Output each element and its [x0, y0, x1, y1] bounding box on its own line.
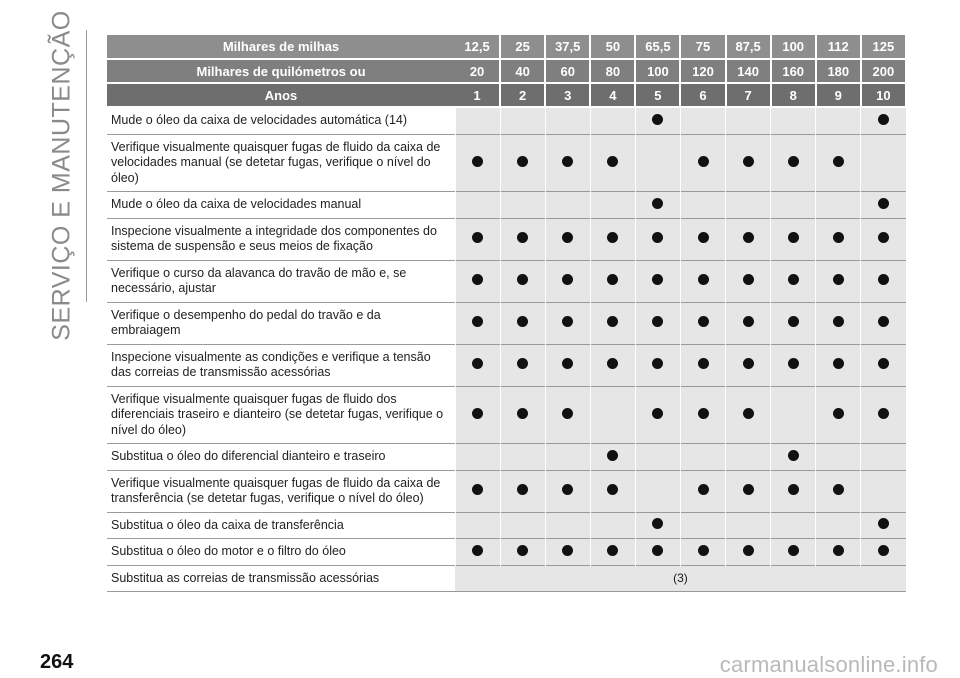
- interval-cell: [816, 444, 861, 471]
- header-interval-value: 3: [545, 83, 590, 107]
- interval-cell: [455, 260, 500, 302]
- required-dot-icon: [562, 274, 573, 285]
- required-dot-icon: [788, 545, 799, 556]
- required-dot-icon: [607, 545, 618, 556]
- interval-cell: [680, 444, 725, 471]
- header-label: Anos: [107, 83, 455, 107]
- required-dot-icon: [472, 545, 483, 556]
- interval-cell: [816, 470, 861, 512]
- required-dot-icon: [788, 316, 799, 327]
- header-interval-value: 25: [500, 35, 545, 59]
- header-interval-value: 200: [861, 59, 906, 83]
- interval-cell: [726, 344, 771, 386]
- schedule-row: [107, 218, 906, 260]
- required-dot-icon: [517, 274, 528, 285]
- interval-cell: [455, 386, 500, 444]
- header-interval-value: 20: [455, 59, 500, 83]
- required-dot-icon: [562, 484, 573, 495]
- interval-cell: [455, 302, 500, 344]
- interval-cell: [771, 260, 816, 302]
- header-interval-value: 5: [635, 83, 680, 107]
- interval-cell: [816, 512, 861, 539]
- section-side-title-text: SERVIÇO E MANUTENÇÃO: [47, 9, 76, 341]
- interval-cell: [545, 134, 590, 192]
- required-dot-icon: [517, 232, 528, 243]
- page-number: 264: [40, 651, 74, 673]
- interval-cell: [590, 302, 635, 344]
- interval-cell: [771, 134, 816, 192]
- header-interval-value: 60: [545, 59, 590, 83]
- operation-description: Substitua o óleo do motor e o filtro do óleo: [111, 544, 346, 558]
- interval-cell: [545, 192, 590, 219]
- required-dot-icon: [878, 358, 889, 369]
- interval-cell: [771, 344, 816, 386]
- required-dot-icon: [517, 316, 528, 327]
- required-dot-icon: [833, 156, 844, 167]
- header-interval-value: 125: [861, 35, 906, 59]
- operation-description: Inspecione visualmente a integridade dos componentes do sistema de suspensão e seus meios de fixação: [111, 223, 437, 253]
- required-dot-icon: [788, 156, 799, 167]
- header-row: [107, 83, 906, 107]
- interval-cell: [816, 192, 861, 219]
- interval-cell: [816, 386, 861, 444]
- interval-cell: [590, 539, 635, 566]
- required-dot-icon: [698, 274, 709, 285]
- interval-cell: [500, 344, 545, 386]
- operation-description: Substitua as correias de transmissão acessórias: [111, 570, 380, 585]
- interval-cell: [771, 444, 816, 471]
- interval-cell: [680, 134, 725, 192]
- interval-cell: [590, 444, 635, 471]
- interval-cell: [590, 134, 635, 192]
- header-interval-value: 112: [816, 35, 861, 59]
- required-dot-icon: [607, 484, 618, 495]
- required-dot-icon: [833, 408, 844, 419]
- operation-description: Verifique visualmente quaisquer fugas de fluido da caixa de velocidades manual (se detetar fugas, verifique o nível do óleo): [111, 139, 441, 185]
- required-dot-icon: [833, 316, 844, 327]
- header-interval-value: 4: [590, 83, 635, 107]
- header-interval-value: 80: [590, 59, 635, 83]
- interval-cell: [771, 470, 816, 512]
- schedule-body: [107, 107, 906, 592]
- required-dot-icon: [743, 274, 754, 285]
- interval-cell: [635, 302, 680, 344]
- watermark: carmanualsonline.info: [719, 652, 938, 677]
- header-interval-value: 160: [771, 59, 816, 83]
- required-dot-icon: [698, 484, 709, 495]
- interval-cell: [771, 512, 816, 539]
- required-dot-icon: [472, 484, 483, 495]
- required-dot-icon: [878, 545, 889, 556]
- required-dot-icon: [788, 274, 799, 285]
- interval-cell: [861, 539, 906, 566]
- required-dot-icon: [743, 232, 754, 243]
- interval-cell: [861, 218, 906, 260]
- interval-cell: [816, 218, 861, 260]
- required-dot-icon: [743, 408, 754, 419]
- footnote-reference: (3): [455, 565, 906, 592]
- interval-cell: [455, 444, 500, 471]
- header-interval-value: 6: [680, 83, 725, 107]
- header-interval-value: 140: [726, 59, 771, 83]
- required-dot-icon: [562, 408, 573, 419]
- interval-cell: [500, 302, 545, 344]
- required-dot-icon: [788, 232, 799, 243]
- required-dot-icon: [698, 545, 709, 556]
- interval-cell: [726, 260, 771, 302]
- required-dot-icon: [652, 545, 663, 556]
- required-dot-icon: [878, 274, 889, 285]
- header-interval-value: 50: [590, 35, 635, 59]
- required-dot-icon: [472, 358, 483, 369]
- interval-cell: [680, 192, 725, 219]
- header-interval-value: 1: [455, 83, 500, 107]
- interval-cell: [771, 192, 816, 219]
- interval-cell: [861, 444, 906, 471]
- required-dot-icon: [607, 274, 618, 285]
- interval-cell: [861, 344, 906, 386]
- interval-cell: [590, 470, 635, 512]
- side-divider: [86, 30, 87, 302]
- interval-cell: [861, 302, 906, 344]
- required-dot-icon: [517, 408, 528, 419]
- header-interval-value: 65,5: [635, 35, 680, 59]
- interval-cell: [545, 302, 590, 344]
- interval-cell: [590, 512, 635, 539]
- schedule-row: [107, 107, 906, 134]
- header-interval-value: 7: [726, 83, 771, 107]
- interval-cell: [455, 512, 500, 539]
- interval-cell: [500, 444, 545, 471]
- interval-cell: [680, 512, 725, 539]
- schedule-header: [107, 35, 906, 107]
- interval-cell: [726, 444, 771, 471]
- interval-cell: [771, 302, 816, 344]
- required-dot-icon: [607, 316, 618, 327]
- interval-cell: [680, 218, 725, 260]
- required-dot-icon: [562, 232, 573, 243]
- schedule-row: [107, 134, 906, 192]
- interval-cell: [861, 192, 906, 219]
- required-dot-icon: [472, 274, 483, 285]
- interval-cell: [455, 218, 500, 260]
- operation-description: Verifique o desempenho do pedal do travão e da embraiagem: [111, 307, 381, 337]
- schedule-row: [107, 344, 906, 386]
- required-dot-icon: [743, 484, 754, 495]
- interval-cell: [726, 512, 771, 539]
- required-dot-icon: [607, 450, 618, 461]
- required-dot-icon: [562, 358, 573, 369]
- header-interval-value: 12,5: [455, 35, 500, 59]
- interval-cell: [771, 386, 816, 444]
- interval-cell: [680, 107, 725, 134]
- interval-cell: [455, 344, 500, 386]
- interval-cell: [861, 470, 906, 512]
- required-dot-icon: [652, 408, 663, 419]
- interval-cell: [590, 260, 635, 302]
- section-side-title: [34, 9, 90, 341]
- interval-cell: [726, 134, 771, 192]
- interval-cell: [635, 134, 680, 192]
- interval-cell: [500, 260, 545, 302]
- interval-cell: [680, 470, 725, 512]
- required-dot-icon: [652, 198, 663, 209]
- header-interval-value: 37,5: [545, 35, 590, 59]
- header-interval-value: 100: [771, 35, 816, 59]
- required-dot-icon: [607, 156, 618, 167]
- interval-cell: [635, 539, 680, 566]
- interval-cell: [500, 386, 545, 444]
- schedule-row: [107, 512, 906, 539]
- operation-description: Inspecione visualmente as condições e verifique a tensão das correias de transmissão acessórias: [111, 349, 431, 379]
- header-interval-value: 100: [635, 59, 680, 83]
- interval-cell: [545, 512, 590, 539]
- interval-cell: [861, 107, 906, 134]
- interval-cell: [545, 107, 590, 134]
- interval-cell: [771, 218, 816, 260]
- interval-cell: [455, 539, 500, 566]
- header-row: [107, 35, 906, 59]
- required-dot-icon: [517, 484, 528, 495]
- interval-cell: [590, 107, 635, 134]
- interval-cell: [861, 386, 906, 444]
- required-dot-icon: [652, 232, 663, 243]
- header-row: [107, 59, 906, 83]
- schedule-row: [107, 386, 906, 444]
- header-interval-value: 87,5: [726, 35, 771, 59]
- required-dot-icon: [472, 316, 483, 327]
- required-dot-icon: [562, 545, 573, 556]
- required-dot-icon: [833, 232, 844, 243]
- interval-cell: [680, 344, 725, 386]
- header-interval-value: 2: [500, 83, 545, 107]
- interval-cell: [500, 512, 545, 539]
- interval-cell: [455, 107, 500, 134]
- maintenance-schedule-table: [107, 35, 907, 592]
- required-dot-icon: [878, 408, 889, 419]
- interval-cell: [635, 512, 680, 539]
- interval-cell: [726, 107, 771, 134]
- required-dot-icon: [517, 545, 528, 556]
- required-dot-icon: [698, 232, 709, 243]
- required-dot-icon: [652, 358, 663, 369]
- operation-description: Substitua o óleo da caixa de transferência: [111, 517, 344, 532]
- interval-cell: [635, 444, 680, 471]
- interval-cell: [545, 344, 590, 386]
- interval-cell: [816, 107, 861, 134]
- interval-cell: [726, 470, 771, 512]
- interval-cell: [635, 344, 680, 386]
- interval-cell: [861, 512, 906, 539]
- interval-cell: [455, 470, 500, 512]
- operation-description: Mude o óleo da caixa de velocidades automática (14): [111, 113, 408, 127]
- interval-cell: [816, 260, 861, 302]
- required-dot-icon: [472, 408, 483, 419]
- required-dot-icon: [878, 232, 889, 243]
- interval-cell: [680, 386, 725, 444]
- operation-description: Verifique visualmente quaisquer fugas de fluido da caixa de transferência (se detetar fugas, verifique o nível do óleo): [111, 475, 441, 505]
- interval-cell: [500, 107, 545, 134]
- interval-cell: [680, 260, 725, 302]
- required-dot-icon: [652, 316, 663, 327]
- header-interval-value: 120: [680, 59, 725, 83]
- required-dot-icon: [607, 358, 618, 369]
- schedule-row: [107, 470, 906, 512]
- interval-cell: [635, 107, 680, 134]
- operation-description: Substitua o óleo do diferencial dianteiro e traseiro: [111, 449, 386, 463]
- interval-cell: [861, 260, 906, 302]
- interval-cell: [816, 539, 861, 566]
- interval-cell: [726, 386, 771, 444]
- required-dot-icon: [698, 358, 709, 369]
- interval-cell: [545, 260, 590, 302]
- header-interval-value: 9: [816, 83, 861, 107]
- required-dot-icon: [607, 232, 618, 243]
- interval-cell: [680, 302, 725, 344]
- required-dot-icon: [878, 198, 889, 209]
- required-dot-icon: [833, 358, 844, 369]
- interval-cell: [500, 134, 545, 192]
- schedule-row: [107, 260, 906, 302]
- header-interval-value: 10: [861, 83, 906, 107]
- required-dot-icon: [562, 156, 573, 167]
- interval-cell: [590, 218, 635, 260]
- interval-cell: [771, 107, 816, 134]
- interval-cell: [545, 444, 590, 471]
- required-dot-icon: [743, 316, 754, 327]
- interval-cell: [861, 134, 906, 192]
- required-dot-icon: [833, 274, 844, 285]
- schedule-row: [107, 565, 906, 592]
- interval-cell: [635, 218, 680, 260]
- required-dot-icon: [743, 545, 754, 556]
- interval-cell: [500, 218, 545, 260]
- interval-cell: [545, 386, 590, 444]
- interval-cell: [771, 539, 816, 566]
- required-dot-icon: [472, 232, 483, 243]
- interval-cell: [816, 344, 861, 386]
- interval-cell: [816, 134, 861, 192]
- operation-description: Verifique visualmente quaisquer fugas de fluido dos diferenciais traseiro e dianteiro (se detetar fugas, verifique o nível do óleo): [111, 391, 444, 437]
- schedule-row: [107, 444, 906, 471]
- required-dot-icon: [788, 450, 799, 461]
- interval-cell: [635, 386, 680, 444]
- interval-cell: [545, 218, 590, 260]
- required-dot-icon: [698, 156, 709, 167]
- required-dot-icon: [517, 358, 528, 369]
- required-dot-icon: [698, 408, 709, 419]
- required-dot-icon: [833, 545, 844, 556]
- interval-cell: [726, 539, 771, 566]
- schedule-row: [107, 302, 906, 344]
- header-interval-value: 40: [500, 59, 545, 83]
- required-dot-icon: [878, 518, 889, 529]
- operation-description: Mude o óleo da caixa de velocidades manual: [111, 197, 362, 211]
- required-dot-icon: [788, 484, 799, 495]
- required-dot-icon: [788, 358, 799, 369]
- required-dot-icon: [517, 156, 528, 167]
- header-label: Milhares de quilómetros ou: [107, 59, 455, 83]
- interval-cell: [635, 470, 680, 512]
- schedule-row: [107, 539, 906, 566]
- interval-cell: [816, 302, 861, 344]
- interval-cell: [545, 470, 590, 512]
- interval-cell: [455, 134, 500, 192]
- interval-cell: [726, 218, 771, 260]
- interval-cell: [500, 192, 545, 219]
- required-dot-icon: [652, 518, 663, 529]
- required-dot-icon: [698, 316, 709, 327]
- interval-cell: [590, 386, 635, 444]
- required-dot-icon: [472, 156, 483, 167]
- interval-cell: [500, 470, 545, 512]
- interval-cell: [590, 344, 635, 386]
- interval-cell: [455, 192, 500, 219]
- interval-cell: [726, 302, 771, 344]
- schedule-row: [107, 192, 906, 219]
- required-dot-icon: [743, 358, 754, 369]
- header-label: Milhares de milhas: [107, 35, 455, 59]
- interval-cell: [635, 192, 680, 219]
- interval-cell: [545, 539, 590, 566]
- required-dot-icon: [562, 316, 573, 327]
- operation-description: Verifique o curso da alavanca do travão de mão e, se necessário, ajustar: [111, 265, 407, 295]
- header-interval-value: 75: [680, 35, 725, 59]
- required-dot-icon: [743, 156, 754, 167]
- interval-cell: [635, 260, 680, 302]
- interval-cell: [590, 192, 635, 219]
- interval-cell: [500, 539, 545, 566]
- required-dot-icon: [652, 274, 663, 285]
- required-dot-icon: [878, 316, 889, 327]
- required-dot-icon: [833, 484, 844, 495]
- interval-cell: [726, 192, 771, 219]
- required-dot-icon: [652, 114, 663, 125]
- interval-cell: [680, 539, 725, 566]
- required-dot-icon: [878, 114, 889, 125]
- header-interval-value: 8: [771, 83, 816, 107]
- header-interval-value: 180: [816, 59, 861, 83]
